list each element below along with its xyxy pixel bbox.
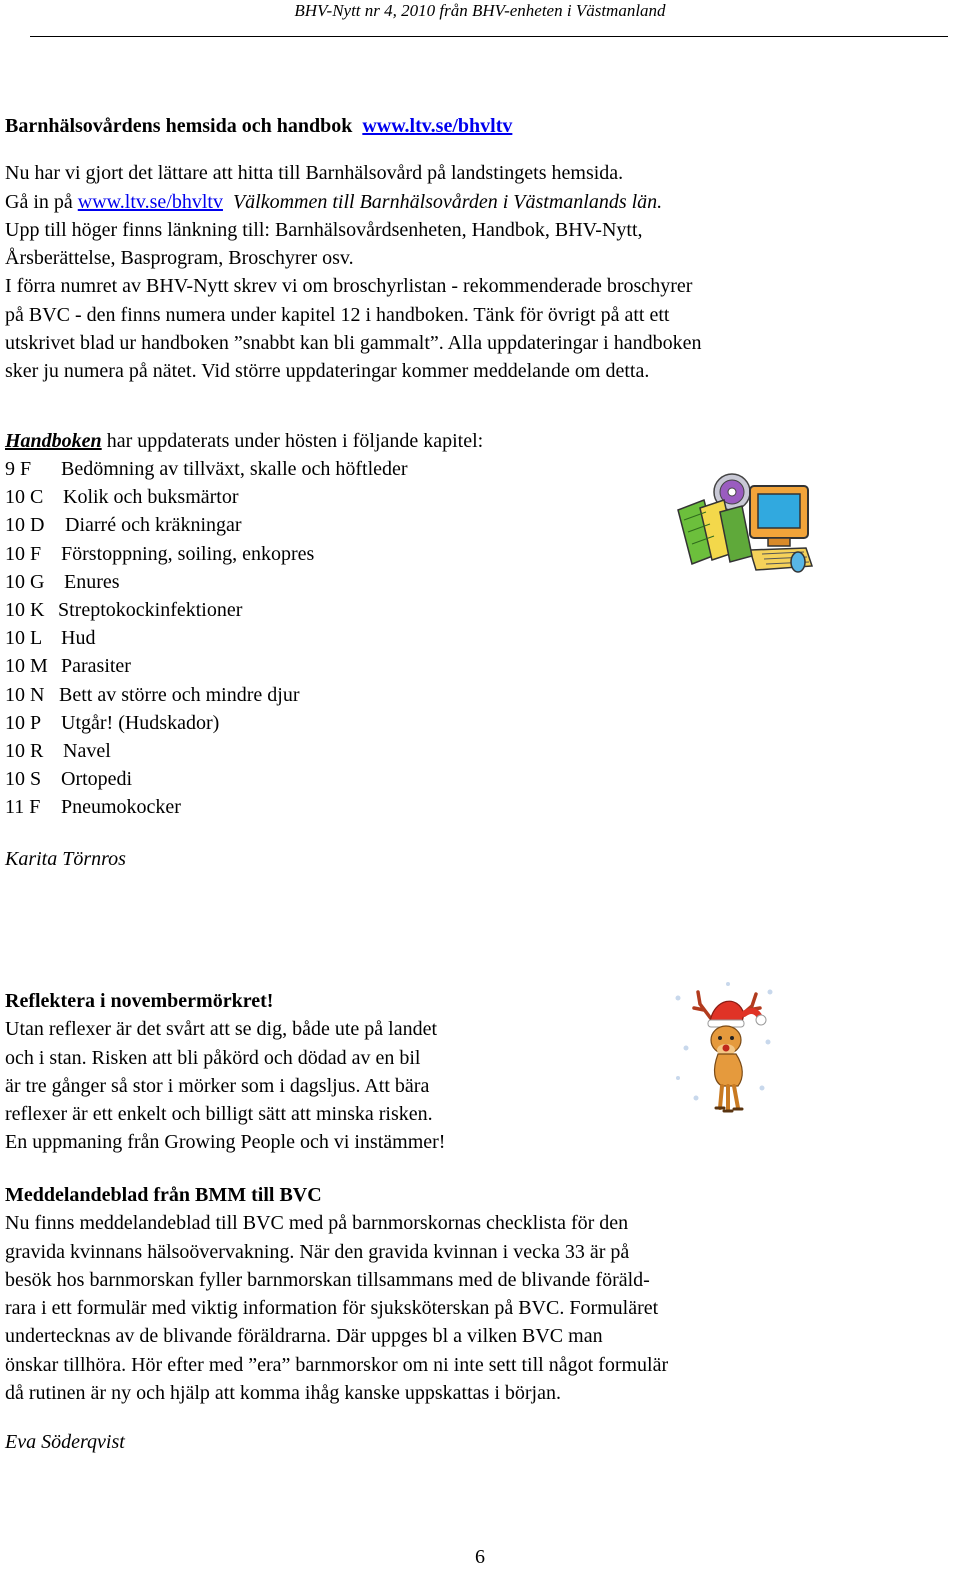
chapter-code: 10 N (5, 683, 45, 706)
paragraph-line: undertecknas av de blivande föräldrarna. Där uppges bl a vilken BVC man (5, 1325, 603, 1348)
chapter-title: Enures (64, 570, 120, 593)
section-heading: Meddelandeblad från BMM till BVC (5, 1184, 322, 1206)
chapter-title: Kolik och buksmärtor (63, 486, 239, 509)
chapter-title: Ortopedi (61, 768, 133, 791)
signature-karita: Karita Törnros (5, 848, 126, 870)
chapter-code: 10 K (5, 599, 45, 622)
chapter-code: 11 F (5, 796, 41, 819)
paragraph-line: rara i ett formulär med viktig information för sjuksköterskan på BVC. Formuläret (5, 1297, 659, 1320)
paragraph-line: En uppmaning från Growing People och vi instämmer! (5, 1131, 446, 1154)
list-item (5, 652, 408, 680)
chapter-code: 10 S (5, 768, 42, 791)
paragraph-line: då rutinen är ny och hjälp att komma ihåg kanske uppskattas i början. (5, 1382, 561, 1405)
paragraph-line: på BVC - den finns numera under kapitel 12 i handboken. Tänk för övrigt på att ett (5, 303, 670, 326)
handbook-keyword: Handboken (5, 430, 102, 452)
list-item (5, 455, 408, 483)
list-item (5, 511, 408, 539)
computer-books-icon (672, 470, 828, 580)
list-item (5, 568, 408, 596)
chapter-title: Bett av större och mindre djur (59, 683, 300, 706)
list-item (5, 540, 408, 568)
list-item (5, 624, 408, 652)
header-rule (30, 36, 948, 37)
paragraph-line: Upp till höger finns länkning till: Barnhälsovårdsenheten, Handbok, BHV-Nytt, (5, 218, 643, 241)
section-homepage (5, 112, 701, 386)
chapter-title: Diarré och kräkningar (65, 514, 242, 537)
chapter-code: 10 F (5, 542, 42, 565)
list-item (5, 483, 408, 511)
chapter-title: Förstoppning, soiling, enkopres (61, 542, 315, 565)
list-item (5, 765, 408, 793)
chapter-title: Bedömning av tillväxt, skalle och höftleder (61, 458, 408, 480)
paragraph-line: I förra numret av BHV-Nytt skrev vi om broschyrlistan - rekommenderade broschyrer (5, 275, 693, 298)
paragraph-line: och i stan. Risken att bli påkörd och dödad av en bil (5, 1046, 421, 1069)
chapter-title: Parasiter (61, 655, 131, 678)
chapter-title: Navel (63, 740, 111, 763)
list-item (5, 793, 408, 821)
paragraph-line: besök hos barnmorskan fyller barnmorskan tillsammans med de blivande föräld- (5, 1268, 650, 1291)
paragraph-line: utskrivet blad ur handboken ”snabbt kan bli gammalt”. Alla uppdateringar i handboken (5, 332, 702, 355)
paragraph-line: är tre gånger så stor i mörker som i dagsljus. Att bära (5, 1074, 430, 1097)
chapter-code: 10 C (5, 486, 44, 509)
homepage-link-inline[interactable]: www.ltv.se/bhvltv (77, 190, 223, 213)
chapter-title: Pneumokocker (61, 796, 181, 819)
chapter-code: 10 P (5, 711, 42, 734)
section-bmm (5, 1181, 668, 1407)
chapter-code: 10 L (5, 627, 43, 650)
chapter-code: 10 G (5, 570, 45, 593)
signature-eva: Eva Söderqvist (5, 1431, 125, 1453)
reindeer-icon (672, 978, 782, 1118)
homepage-link[interactable]: www.ltv.se/bhvltv (362, 115, 513, 137)
paragraph-line (5, 188, 701, 216)
header-title: BHV-Nytt nr 4, 2010 från BHV-enheten i Västmanland (294, 1, 666, 20)
chapter-title: Utgår! (Hudskador) (61, 711, 220, 734)
chapter-code: 10 M (5, 655, 48, 678)
list-item (5, 709, 408, 737)
paragraph-line: Årsberättelse, Basprogram, Broschyrer osv. (5, 247, 354, 270)
list-item (5, 737, 408, 765)
section-heading: Reflektera i novembermörkret! (5, 990, 274, 1012)
paragraph-line: Nu har vi gjort det lättare att hitta till Barnhälsovård på landstingets hemsida. (5, 162, 624, 185)
paragraph-line: sker ju numera på nätet. Vid större uppdateringar kommer meddelande om detta. (5, 360, 650, 383)
paragraph-line: Utan reflexer är det svårt att se dig, både ute på landet (5, 1018, 438, 1041)
chapter-list (5, 455, 408, 822)
section-reflex (5, 987, 445, 1157)
list-item (5, 596, 408, 624)
chapter-code: 10 D (5, 514, 45, 537)
paragraph-line: reflexer är ett enkelt och billigt sätt att minska risken. (5, 1103, 433, 1126)
paragraph-line: Nu finns meddelandeblad till BVC med på barnmorskornas checklista för den (5, 1212, 629, 1235)
intro-text: har uppdaterats under hösten i följande kapitel: (101, 430, 484, 452)
paragraph-line: önskar tillhöra. Hör efter med ”era” barnmorskor om ni inte sett till något formulär (5, 1353, 669, 1376)
text-span: Gå in på (5, 190, 78, 213)
page-number: 6 (475, 1546, 485, 1568)
chapter-title: Streptokockinfektioner (58, 599, 243, 622)
welcome-text: Välkommen till Barnhälsovården i Västmanlands län. (232, 190, 663, 213)
handbook-intro (5, 427, 483, 455)
chapter-code: 9 F (5, 458, 32, 480)
section-heading: Barnhälsovårdens hemsida och handbok (5, 115, 353, 137)
list-item (5, 681, 408, 709)
chapter-code: 10 R (5, 740, 44, 763)
paragraph-line: gravida kvinnans hälsoövervakning. När den gravida kvinnan i vecka 33 är på (5, 1240, 630, 1263)
chapter-title: Hud (61, 627, 96, 650)
